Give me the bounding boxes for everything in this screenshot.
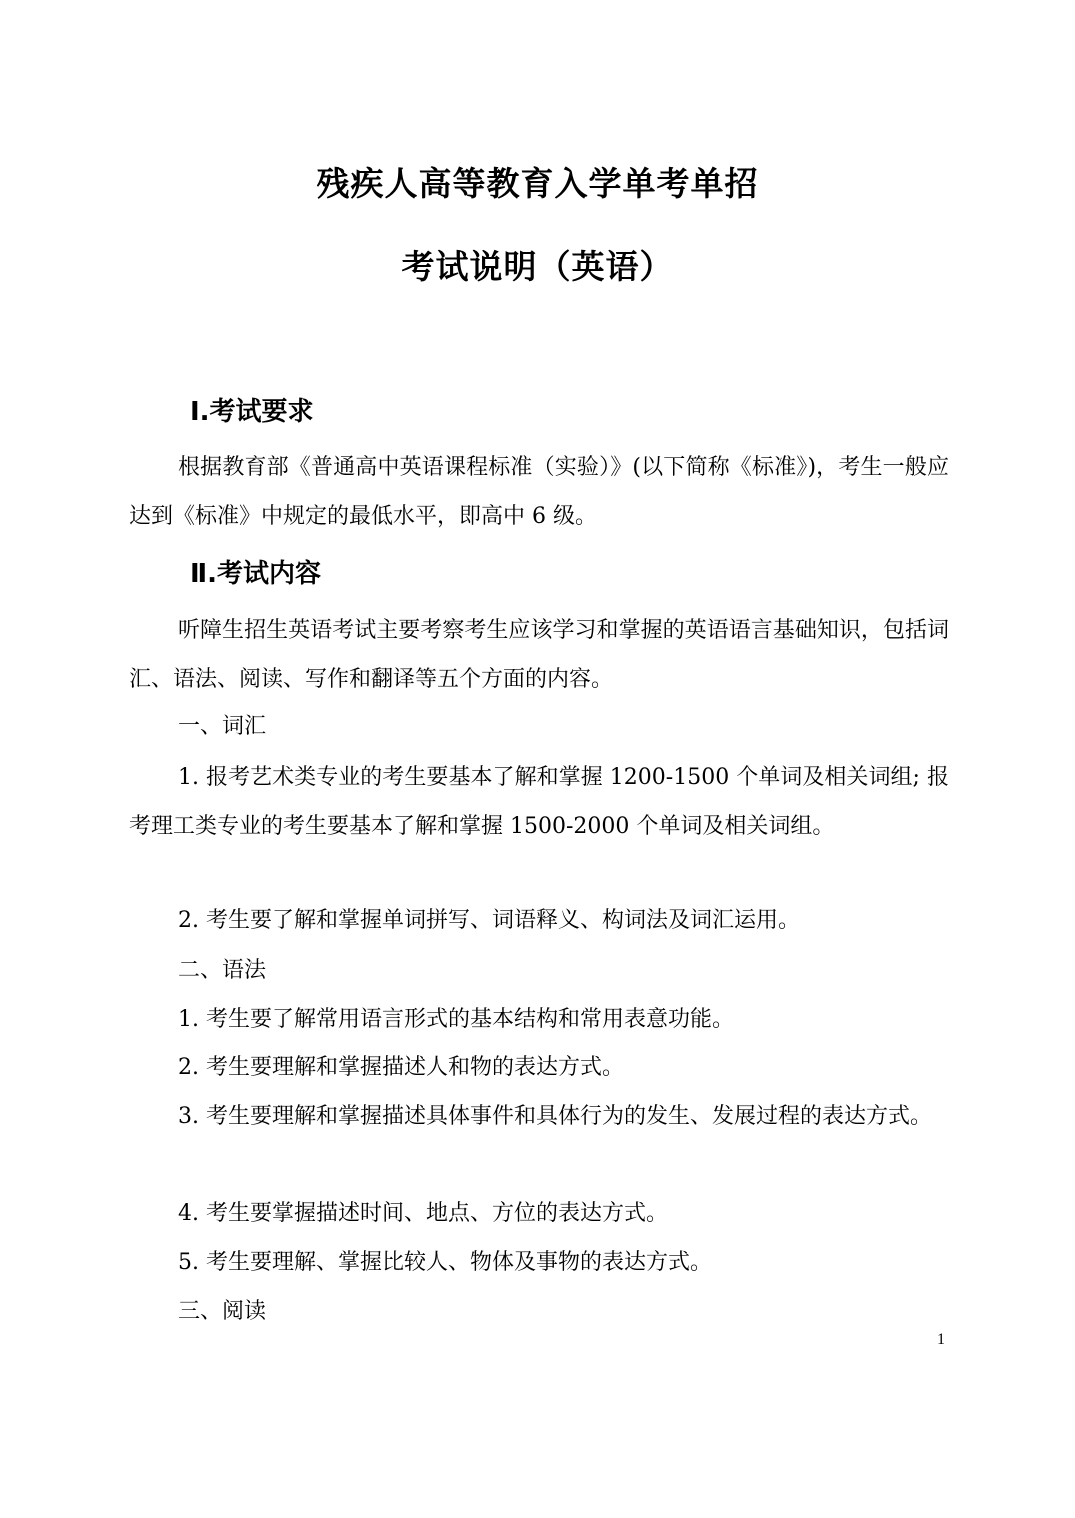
document-subtitle: 考试说明（英语） [401, 247, 674, 286]
grammar-item-2: 2. 考生要理解和掌握描述人和物的表达方式。 [178, 1055, 624, 1080]
grammar-heading: 二、语法 [178, 958, 267, 983]
document-title: 残疾人高等教育入学单考单招 [316, 164, 759, 203]
grammar-item-1: 1. 考生要了解常用语言形式的基本结构和常用表意功能。 [178, 1007, 734, 1032]
vocabulary-item-2: 2. 考生要了解和掌握单词拼写、词语释义、构词法及词汇运用。 [178, 908, 800, 933]
requirements-paragraph: 根据教育部《普通高中英语课程标准（实验）》(以下简称《标准》)，考生一般应达到《标准》中规定的最低水平，即高中 6 级。 [129, 455, 949, 529]
section-heading-requirements: Ⅰ.考试要求 [190, 397, 314, 427]
grammar-item-4: 4. 考生要掌握描述时间、地点、方位的表达方式。 [178, 1201, 668, 1226]
content-intro-paragraph: 听障生招生英语考试主要考察考生应该学习和掌握的英语语言基础知识，包括词汇、语法、阅读、写作和翻译等五个方面的内容。 [129, 618, 949, 692]
section-heading-content: Ⅱ.考试内容 [190, 559, 322, 589]
vocabulary-item-1: 1. 报考艺术类专业的考生要基本了解和掌握 1200-1500 个单词及相关词组; 报考理工类专业的考生要基本了解和掌握 1500-2000 个单词及相关词组。 [129, 765, 949, 839]
vocabulary-heading: 一、词汇 [178, 714, 267, 739]
reading-heading: 三、阅读 [178, 1299, 267, 1324]
page-number: 1 [937, 1331, 945, 1348]
grammar-item-3: 3. 考生要理解和掌握描述具体事件和具体行为的发生、发展过程的表达方式。 [178, 1104, 932, 1129]
grammar-item-5: 5. 考生要理解、掌握比较人、物体及事物的表达方式。 [178, 1250, 712, 1275]
